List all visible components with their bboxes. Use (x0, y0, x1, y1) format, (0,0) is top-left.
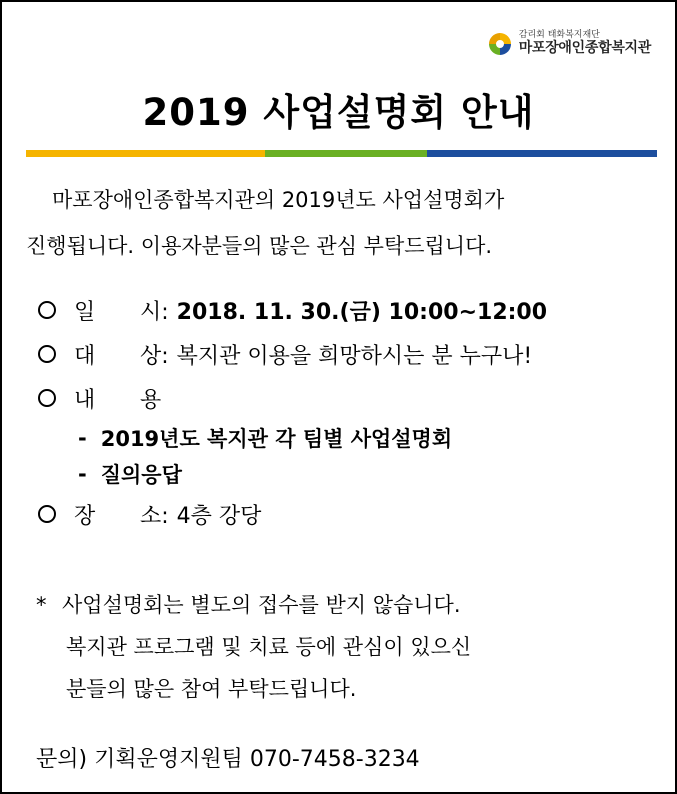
intro-paragraph (26, 177, 657, 269)
place-value: 4층 강당 (176, 503, 262, 529)
place-item (38, 492, 665, 536)
content-sub-item (38, 420, 665, 456)
target-label-2: 상: (140, 343, 169, 369)
intro-line-2: 진행됩니다. 이용자분들의 많은 관심 부탁드립니다. (26, 234, 493, 258)
registration-note (36, 584, 661, 710)
dash-bullet: - (78, 426, 87, 450)
target-value: 복지관 이용을 희망하시는 분 누구나! (176, 343, 533, 369)
content-sub-text: 2019년도 복지관 각 팀별 사업설명회 (100, 427, 453, 451)
content-label-2: 용 (140, 387, 162, 413)
logo-organization-name: 마포장애인종합복지관 (518, 40, 651, 57)
asterisk-marker: * (36, 593, 47, 617)
circle-bullet-icon (38, 345, 56, 363)
content-item (38, 376, 665, 420)
target-label-1: 대 (74, 343, 96, 369)
note-line-3: 분들의 많은 참여 부탁드립니다. (66, 677, 357, 701)
dash-bullet: - (78, 462, 87, 486)
swirl-logo-icon (486, 30, 514, 58)
divider-blue-segment (427, 150, 657, 157)
circle-bullet-icon (38, 505, 56, 523)
content-sub-text: 질의응답 (100, 463, 182, 487)
schedule-value: 2018. 11. 30.(금) 10:00~12:00 (176, 299, 548, 325)
event-details (38, 288, 665, 536)
place-label-1: 장 (74, 503, 96, 529)
circle-bullet-icon (38, 389, 56, 407)
note-line-2: 복지관 프로그램 및 치료 등에 관심이 있으신 (66, 635, 472, 659)
intro-line-1: 마포장애인종합복지관의 2019년도 사업설명회가 (52, 188, 505, 212)
divider-green-segment (265, 150, 427, 157)
circle-bullet-icon (38, 301, 56, 319)
tricolor-divider (26, 150, 657, 157)
schedule-label-1: 일 (74, 299, 96, 325)
schedule-item (38, 288, 665, 332)
logo-foundation-name: 감리회 태화복지재단 (518, 30, 600, 41)
contact-info: 문의) 기획운영지원팀 070-7458-3234 (36, 747, 420, 772)
divider-yellow-segment (26, 150, 265, 157)
page-title: 2019 사업설명회 안내 (142, 91, 535, 134)
place-label-2: 소: (140, 503, 169, 529)
schedule-label-2: 시: (140, 299, 169, 325)
target-item (38, 332, 665, 376)
content-label-1: 내 (74, 387, 96, 413)
organization-logo (486, 30, 651, 58)
content-sub-item (38, 456, 665, 492)
note-line-1: 사업설명회는 별도의 접수를 받지 않습니다. (62, 593, 461, 617)
